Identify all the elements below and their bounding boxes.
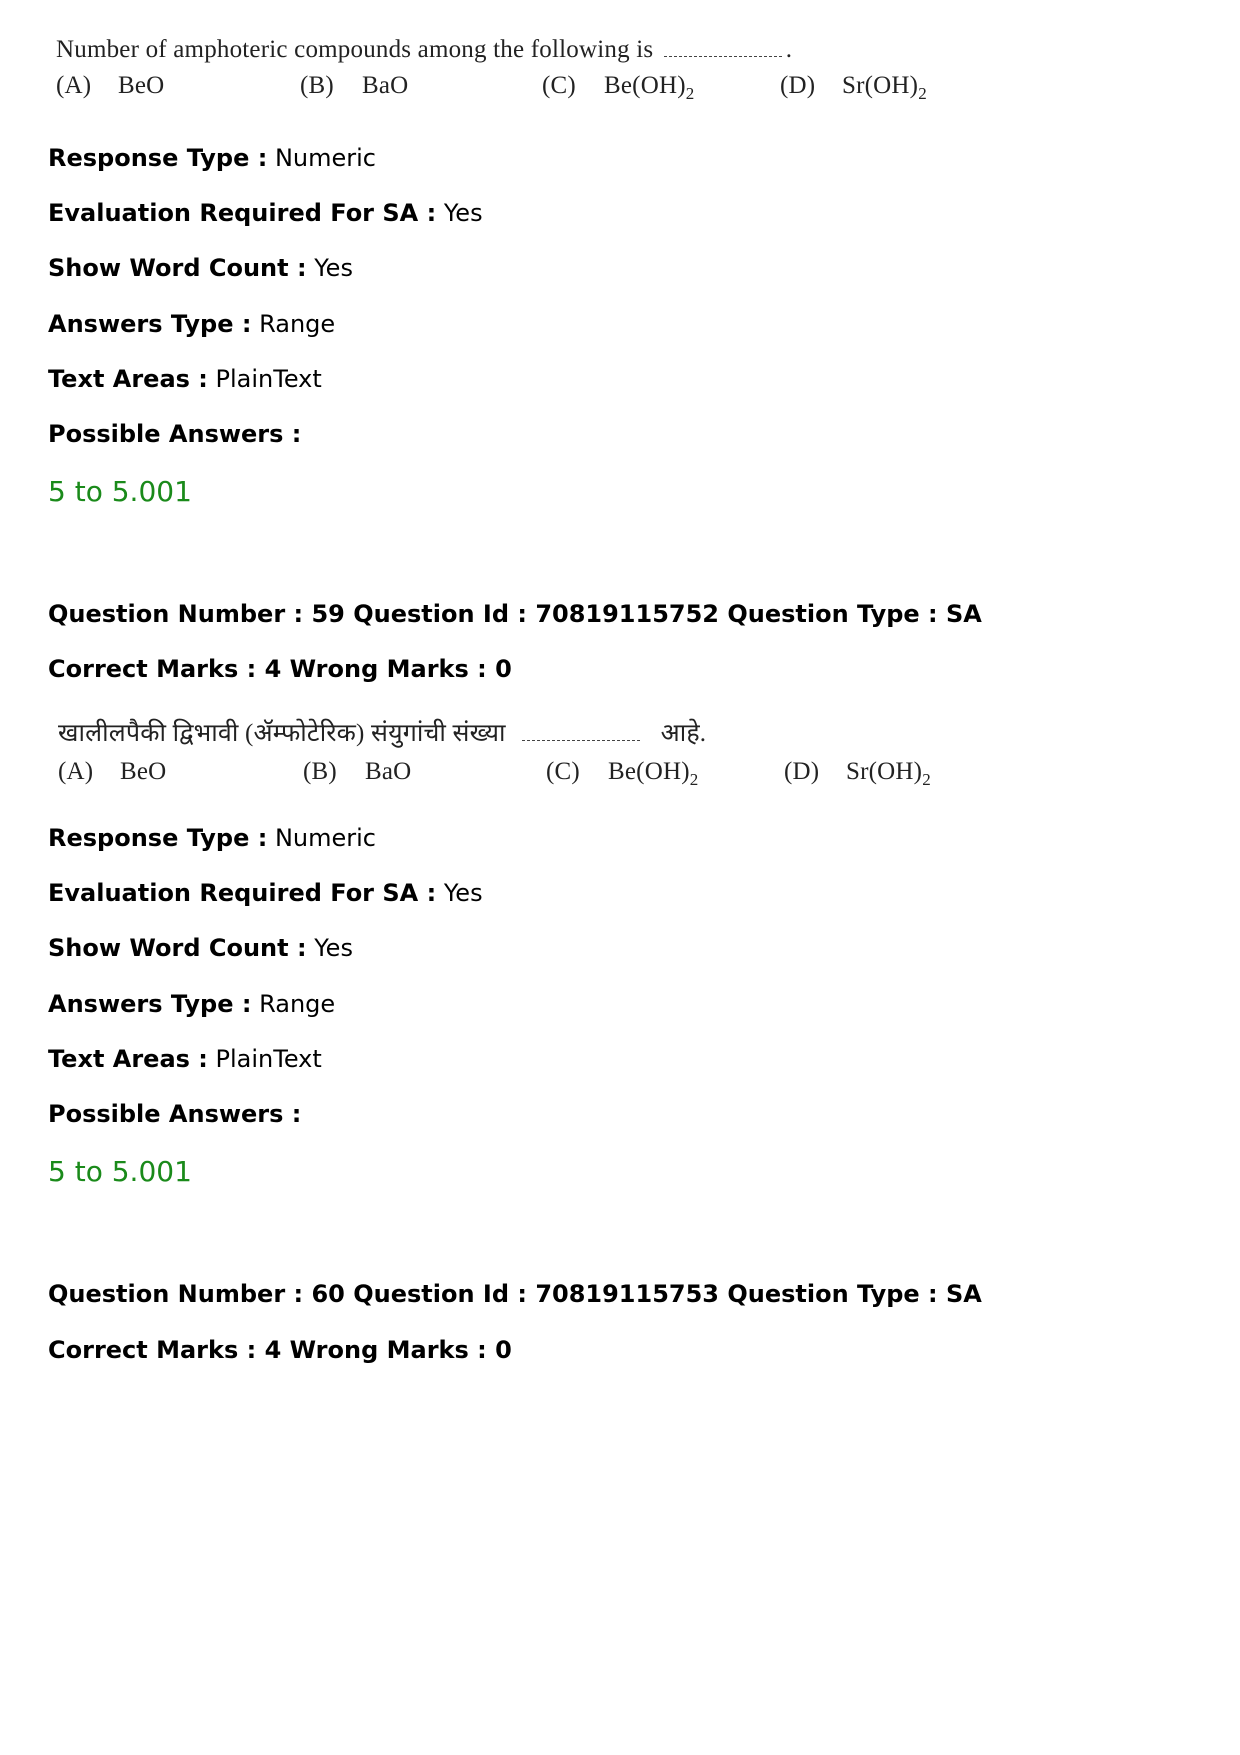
marks-text: Correct Marks : 4 Wrong Marks : 0 — [48, 1336, 512, 1364]
option-c — [546, 758, 698, 790]
text-areas-label: Text Areas : — [48, 365, 208, 393]
word-count-label: Show Word Count : — [48, 934, 307, 962]
text-areas-row — [48, 365, 322, 393]
question-text-end: आहे. — [660, 720, 707, 747]
question-header — [48, 1280, 982, 1308]
option-subscript: 2 — [685, 84, 695, 103]
option-text: BeO — [120, 758, 167, 785]
option-text: BaO — [362, 72, 409, 99]
question-header-text: Question Number : 59 Question Id : 70819115752 Question Type : SA — [48, 600, 982, 628]
response-type-value: Numeric — [274, 144, 376, 172]
response-type-value: Numeric — [274, 824, 376, 852]
possible-answers-label: Possible Answers : — [48, 420, 302, 448]
option-a — [56, 72, 164, 100]
option-subscript: 2 — [918, 84, 927, 103]
response-type-label: Response Type : — [48, 824, 268, 852]
possible-answer-value: 5 to 5.001 — [48, 1155, 192, 1188]
option-subscript: 2 — [922, 770, 931, 789]
question-header — [48, 600, 982, 628]
option-text: Be(OH) — [604, 72, 686, 99]
evaluation-value: Yes — [443, 199, 483, 227]
question-stem — [58, 715, 706, 749]
option-text: Be(OH) — [608, 758, 690, 785]
possible-answers-row — [48, 1100, 301, 1128]
option-subscript: 2 — [689, 770, 699, 789]
marks-row — [48, 655, 512, 683]
answer-blank — [522, 722, 640, 741]
option-label: (C) — [546, 758, 580, 785]
answers-type-label: Answers Type : — [48, 990, 252, 1018]
response-type-label: Response Type : — [48, 144, 268, 172]
answers-type-value: Range — [259, 990, 336, 1018]
option-label: (C) — [542, 72, 576, 99]
option-d — [784, 758, 931, 790]
possible-answers-label: Possible Answers : — [48, 1100, 302, 1128]
word-count-value: Yes — [314, 254, 353, 282]
evaluation-row — [48, 879, 483, 907]
word-count-value: Yes — [314, 934, 353, 962]
word-count-label: Show Word Count : — [48, 254, 307, 282]
text-areas-row — [48, 1045, 322, 1073]
option-a — [58, 758, 166, 786]
marks-row — [48, 1336, 512, 1364]
option-label: (B) — [303, 758, 337, 785]
option-text: Sr(OH) — [842, 72, 919, 99]
option-label: (D) — [780, 72, 816, 99]
evaluation-label: Evaluation Required For SA : — [48, 879, 437, 907]
option-b — [303, 758, 411, 786]
option-label: (D) — [784, 758, 820, 785]
possible-answer-value: 5 to 5.001 — [48, 475, 192, 508]
text-areas-value: PlainText — [215, 365, 322, 393]
answers-type-row — [48, 990, 335, 1018]
option-label: (B) — [300, 72, 334, 99]
option-text: Sr(OH) — [846, 758, 923, 785]
text-areas-label: Text Areas : — [48, 1045, 208, 1073]
option-c — [542, 72, 694, 104]
answer-blank — [664, 38, 782, 57]
answers-type-row — [48, 310, 335, 338]
answers-type-label: Answers Type : — [48, 310, 252, 338]
option-label: (A) — [58, 758, 94, 785]
option-text: BeO — [118, 72, 165, 99]
word-count-row — [48, 934, 353, 962]
question-header-text: Question Number : 60 Question Id : 70819115753 Question Type : SA — [48, 1280, 982, 1308]
possible-answers-row — [48, 420, 301, 448]
option-b — [300, 72, 408, 100]
marks-text: Correct Marks : 4 Wrong Marks : 0 — [48, 655, 512, 683]
evaluation-value: Yes — [443, 879, 483, 907]
question-text: खालीलपैकी द्विभावी (ॲम्फोटेरिक) संयुगांची संख्या — [58, 720, 506, 747]
response-type-row — [48, 144, 376, 172]
option-label: (A) — [56, 72, 92, 99]
text-areas-value: PlainText — [215, 1045, 322, 1073]
question-text: Number of amphoteric compounds among the following is — [56, 36, 654, 63]
response-type-row — [48, 824, 376, 852]
option-text: BaO — [365, 758, 412, 785]
question-stem: Number of amphoteric compounds among the following is . — [56, 36, 793, 63]
option-d — [780, 72, 927, 104]
answers-type-value: Range — [259, 310, 336, 338]
word-count-row — [48, 254, 353, 282]
evaluation-row — [48, 199, 483, 227]
evaluation-label: Evaluation Required For SA : — [48, 199, 437, 227]
